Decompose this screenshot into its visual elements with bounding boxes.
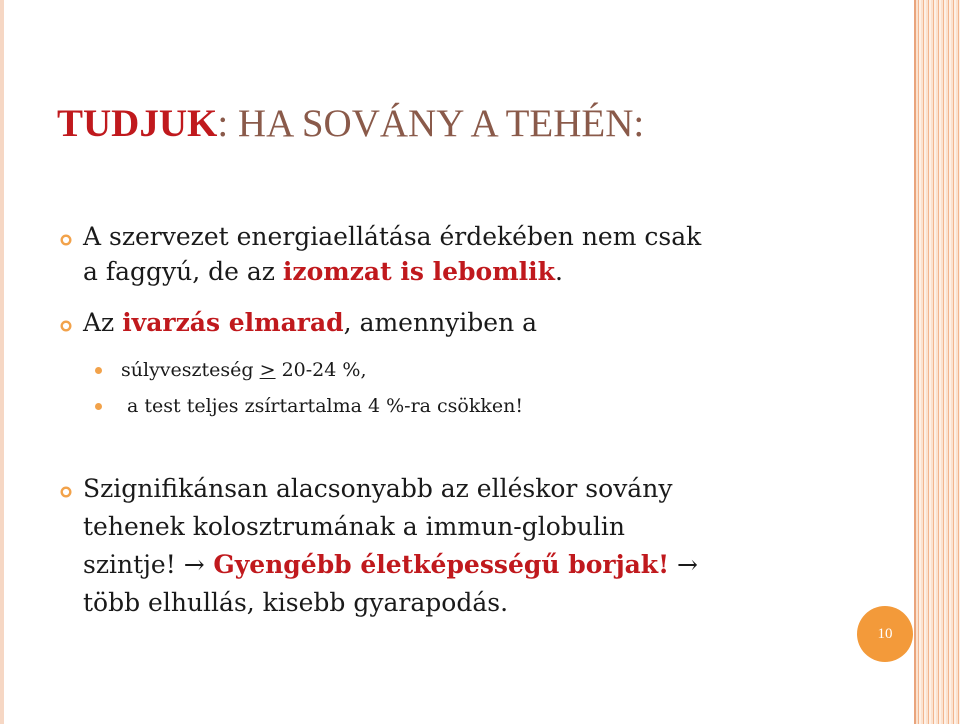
bullet-3-line-4: több elhullás, kisebb gyarapodás.: [83, 588, 509, 617]
right-arrow-icon: →: [183, 550, 205, 579]
sub-bullet-1-post: 20-24 %,: [275, 359, 367, 381]
bullet-1-highlight: izomzat is lebomlik: [282, 257, 555, 286]
bullet-2-post: , amennyiben a: [343, 308, 538, 337]
bullet-1-line-1: A szervezet energiaellátása érdekében nem csak: [83, 222, 702, 251]
bullet-1-text: a faggyú, de az: [83, 257, 283, 286]
bullet-3-line-3: [83, 548, 698, 582]
right-decorative-stripes: [916, 0, 960, 724]
bullet-2-highlight: ivarzás elmarad: [122, 308, 344, 337]
bullet-3-highlight: Gyengébb életképességű borjak!: [204, 550, 670, 579]
bullet-1-line-2: [83, 255, 563, 289]
sub-bullet-1: [121, 357, 367, 383]
sub-bullet-dot: [95, 367, 102, 374]
sub-bullet-dot: [95, 403, 102, 410]
bullet-2-pre: Az: [83, 308, 123, 337]
title-accent: TUDJUK: [57, 102, 218, 145]
bullet-3-pre: szintje!: [83, 550, 184, 579]
sub-bullet-1-pre: súlyveszteség: [121, 359, 260, 381]
right-arrow-icon: →: [669, 550, 699, 579]
ring-bullet-icon: [60, 234, 72, 246]
left-decorative-stripe: [0, 0, 4, 724]
bullet-2-line: [83, 306, 537, 340]
sub-bullet-2: a test teljes zsírtartalma 4 %-ra csökken!: [121, 395, 524, 417]
bullet-1-period: .: [554, 257, 563, 286]
ring-bullet-icon: [60, 486, 72, 498]
bullet-3-line-2: tehenek kolosztrumának a immun-globulin: [83, 512, 625, 541]
title-rest: : HA SOVÁNY A TEHÉN:: [217, 102, 645, 145]
bullet-3-line-1: Szignifikánsan alacsonyabb az elléskor sovány: [83, 474, 673, 503]
page-number-badge: 10: [857, 606, 913, 662]
ring-bullet-icon: [60, 320, 72, 332]
slide-title: [57, 100, 644, 148]
greater-equal-sign: >: [259, 359, 276, 381]
